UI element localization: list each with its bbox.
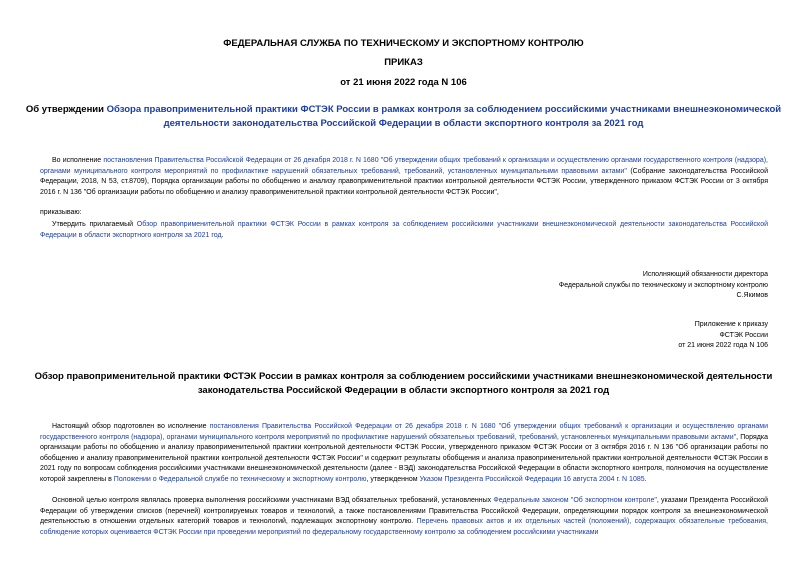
review-p1-link-regulation[interactable]: Положении о Федеральной службе по техническому и экспортному контролю — [113, 475, 367, 483]
order-paragraph — [40, 220, 768, 241]
doc-date-number: от 21 июня 2022 года N 106 — [340, 77, 467, 88]
order-title-prefix: Об утверждении — [25, 104, 107, 115]
preamble-text-1: Во исполнение — [52, 157, 104, 164]
appendix-line-3: от 21 июня 2022 года N 106 — [678, 342, 768, 350]
review-p1-link-resolution[interactable]: постановления Правительства Российской Федерации от 26 декабря 2018 г. N 1680 "Об утверждении общих требований к организации и осуществлению органами государственного контроля (надзора), органами муниципального контроля мероприятий по профилактике нарушений обязательных требований, требований, установленных муниципальными правовыми актами" — [40, 423, 769, 441]
appendix-line-2: ФСТЭК России — [719, 331, 768, 339]
review-p2-link-law[interactable]: Федеральным законом "Об экспортном контроле" — [493, 497, 657, 504]
review-p2-text-2: , указами Президента Российской Федерации об утверждении списков (перечней) контролируемых товаров и технологий, а также постановлениями Правительства Российской Федерации, определяющими порядок контроля за внешнеэкономической деятельностью в отношении отдельных категорий товаров и технологий, подлежащих экспортному контролю. — [40, 497, 768, 526]
order-text-2: . — [221, 231, 224, 239]
preamble-text-2: (Собрание законодательства Российской Федерации, 2018, N 53, ст.8709), Порядка организации работы по обобщению и анализу правоприменительной практики контрольной деятельности ФСТЭК России, утвержденного приказом ФСТЭК России от 3 октября 2016 г. N 136 "Об организации работы по обобщению и анализу правоприменительной практики контрольной деятельности ФСТЭК России", — [40, 167, 768, 196]
appendix-line-1: Приложение к приказу — [694, 321, 768, 328]
signature-line-2: Федеральной службы по техническому и экспортному контролю — [558, 281, 768, 289]
appendix-block — [678, 320, 768, 352]
order-title — [20, 103, 787, 131]
signature-block — [559, 270, 768, 302]
review-paragraph-2 — [40, 496, 768, 538]
agency-heading: ФЕДЕРАЛЬНАЯ СЛУЖБА ПО ТЕХНИЧЕСКОМУ И ЭКСПОРТНОМУ КОНТРОЛЮ — [223, 38, 584, 49]
order-title-link[interactable]: Обзора правоприменительной практики ФСТЭК России в рамках контроля за соблюдением российскими участниками внешнеэкономической деятельности законодательства Российской Федерации в области экспортного контроля за 2021 год — [106, 104, 782, 129]
review-p2-link-list[interactable]: Перечень правовых актов и их отдельных частей (положений), содержащих обязательные требования, соблюдение которых оценивается ФСТЭК России при проведении мероприятий по федеральному государственному контролю за соблюдением российскими участниками — [40, 518, 768, 536]
signature-line-3: С.Якимов — [736, 292, 768, 300]
review-p1-text-3: , утвержденном — [366, 475, 420, 483]
review-p1-text-1: Настоящий обзор подготовлен во исполнение — [52, 423, 210, 430]
order-text-1: Утвердить прилагаемый — [52, 221, 137, 228]
review-title: Обзор правоприменительной практики ФСТЭК России в рамках контроля за соблюдением российскими участниками внешнеэкономической деятельности законодательства Российской Федерации в области экспортного контроля за 2021 год — [34, 371, 773, 396]
order-link-review[interactable]: Обзор правоприменительной практики ФСТЭК России в рамках контроля за соблюдением российскими участниками внешнеэкономической деятельности законодательства Российской Федерации в области экспортного контроля за 2021 год — [40, 221, 768, 239]
review-p1-text-2: , Порядка организации работы по обобщению и анализу правоприменительной практики контрольной деятельности ФСТЭК России, утвержденного приказом ФСТЭК России от 3 октября 2016 г. N 136 "Об организации работы по обобщению и анализу правоприменительной практики контрольной деятельности ФСТЭК России" и содержит результаты обобщения и анализа правоприменительной практики контрольной деятельности ФСТЭК России в 2021 году по вопросам соблюдения российскими участниками внешнеэкономической деятельности (далее - ВЭД) законодательства Российской Федерации в области экспортного контроля, полномочия на осуществление которой закреплены в — [40, 433, 768, 483]
doc-type-heading: ПРИКАЗ — [384, 57, 423, 68]
signature-line-1: Исполняющий обязанности директора — [642, 271, 768, 278]
order-label: приказываю: — [40, 209, 82, 216]
review-p2-text-1: Основной целью контроля являлась проверка выполнения российскими участниками ВЭД обязательных требований, установленных — [52, 497, 494, 504]
preamble-paragraph — [40, 156, 768, 198]
review-paragraph-1 — [40, 422, 768, 486]
preamble-link-resolution[interactable]: постановления Правительства Российской Федерации от 26 декабря 2018 г. N 1680 "Об утверждении общих требований к организации и осуществлению органами государственного контроля (надзора), органами муниципального контроля мероприятий по профилактике нарушений обязательных требований, требований, установленных муниципальными правовыми актами" — [40, 157, 768, 175]
review-p1-link-decree[interactable]: Указом Президента Российской Федерации 16 августа 2004 г. N 1085 — [419, 475, 645, 483]
review-p1-text-4: . — [644, 475, 647, 483]
